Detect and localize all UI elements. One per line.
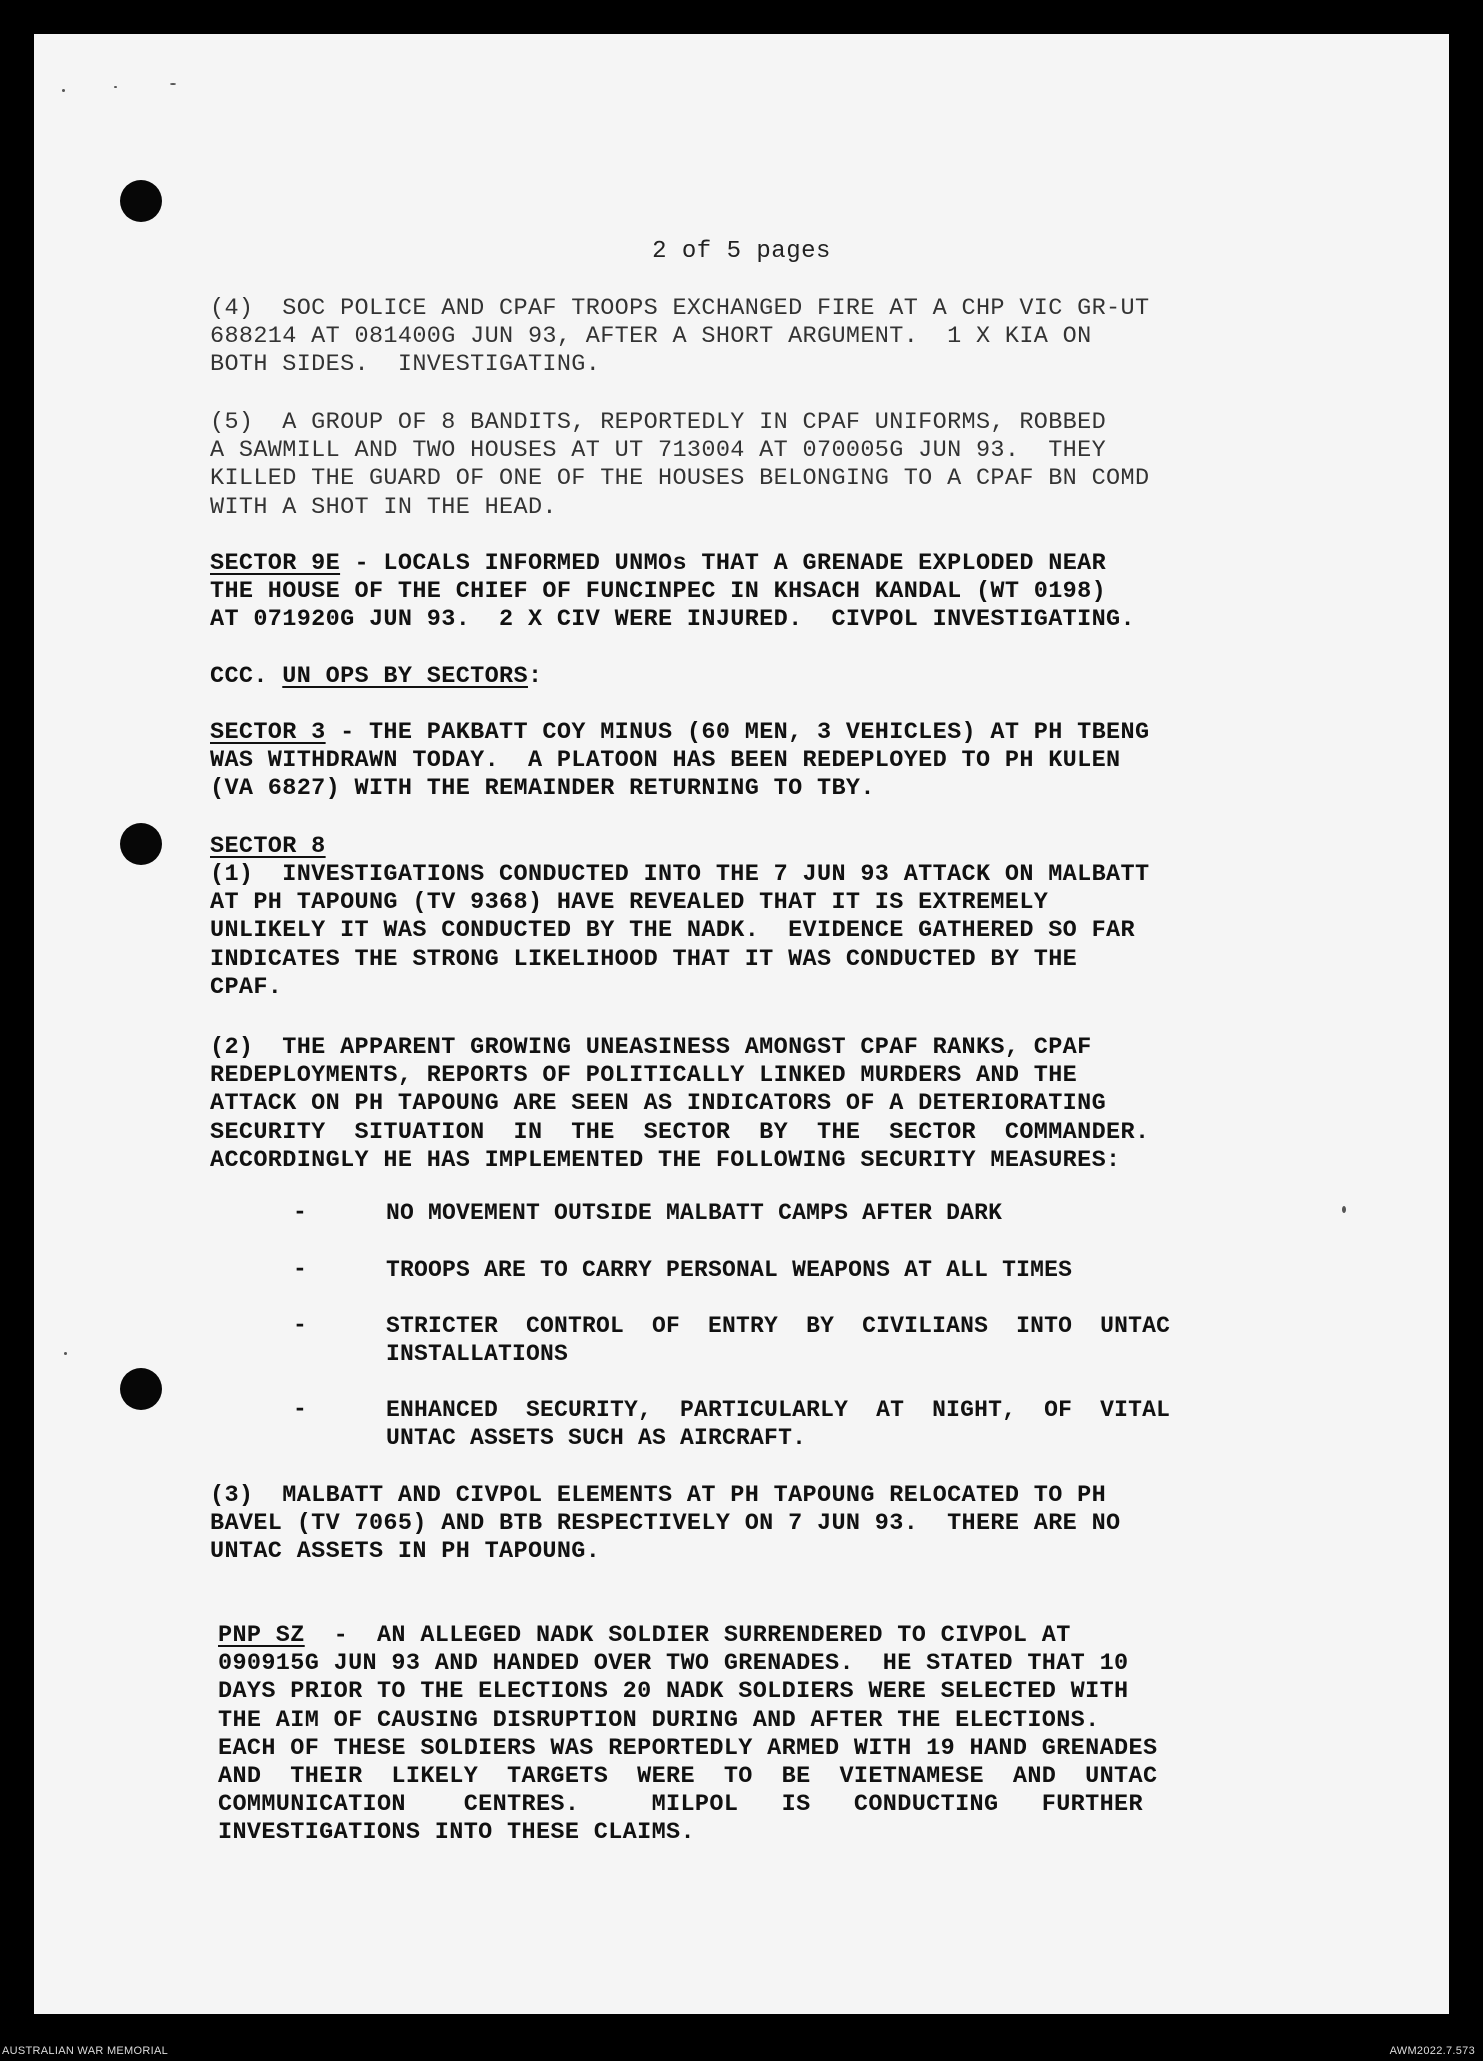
sector-3-heading: SECTOR 3 xyxy=(210,719,326,746)
sector-9e-rest: THE HOUSE OF THE CHIEF OF FUNCINPEC IN KHSACH KANDAL (WT 0198) AT 071920G JUN 93. 2 X CIV WERE INJURED. CIVPOL INVESTIGATING. xyxy=(210,578,1135,634)
sector-3-rest: WAS WITHDRAWN TODAY. A PLATOON HAS BEEN REDEPLOYED TO PH KULEN (VA 6827) WITH THE REMAINDER RETURNING TO TBY. xyxy=(210,747,1121,803)
ccc-suffix: : xyxy=(527,663,543,690)
pnp-sz-rest: 090915G JUN 93 AND HANDED OVER TWO GRENADES. HE STATED THAT 10 DAYS PRIOR TO THE ELECTIONS 20 NADK SOLDIERS WERE SELECTED WITH THE AIM OF CAUSING DISRUPTION DURING AND AFTER THE ELECTIONS. EACH OF THESE SOLDIERS WAS REPORTEDLY ARMED WITH 19 HAND GRENADES AND THEIR LIKELY TARGETS WERE TO BE VIETNAMESE AND UNTAC COMMUNICATION CENTRES. MILPOL IS CONDUCTING FURTHER INVESTIGATIONS INTO THESE CLAIMS. xyxy=(218,1650,1158,1847)
paragraph-4: (4) SOC POLICE AND CPAF TROOPS EXCHANGED FIRE AT A CHP VIC GR-UT 688214 AT 081400G JUN 93, AFTER A SHORT ARGUMENT. 1 X KIA ON BOTH SIDES. INVESTIGATING. xyxy=(210,295,1150,379)
sector-3-paragraph xyxy=(210,719,1322,804)
sector-8-heading-line xyxy=(210,833,1322,861)
ccc-prefix: CCC. xyxy=(210,663,283,690)
paper-speck xyxy=(62,89,65,92)
pnp-sz-heading: PNP SZ xyxy=(218,1622,305,1649)
document-page xyxy=(34,34,1449,2014)
bullet-item-4: ENHANCED SECURITY, PARTICULARLY AT NIGHT, OF VITAL UNTAC ASSETS SUCH AS AIRCRAFT. xyxy=(386,1397,1171,1451)
sector-9e-paragraph xyxy=(210,550,1322,635)
sector-8-paragraph-1: (1) INVESTIGATIONS CONDUCTED INTO THE 7 JUN 93 ATTACK ON MALBATT AT PH TAPOUNG (TV 9368) HAVE REVEALED THAT IT IS EXTREMELY UNLIKELY IT WAS CONDUCTED BY THE NADK. EVIDENCE GATHERED SO FAR INDICATES THE STRONG LIKELIHOOD THAT IT WAS CONDUCTED BY THE CPAF. xyxy=(210,861,1150,1001)
paper-speck xyxy=(170,83,176,85)
page-number: 2 of 5 pages xyxy=(652,238,831,265)
punch-hole-bottom xyxy=(120,1368,162,1410)
paragraph-5: (5) A GROUP OF 8 BANDITS, REPORTEDLY IN CPAF UNIFORMS, ROBBED A SAWMILL AND TWO HOUSES AT UT 713004 AT 070005G JUN 93. THEY KILLED THE GUARD OF ONE OF THE HOUSES BELONGING TO A CPAF BN COMD WITH A SHOT IN THE HEAD. xyxy=(210,409,1150,521)
ccc-heading-line xyxy=(210,663,1322,691)
ccc-heading: UN OPS BY SECTORS xyxy=(282,663,528,690)
bullet-marker-2: - xyxy=(293,1256,307,1282)
sector-3-line1: - THE PAKBATT COY MINUS (60 MEN, 3 VEHICLES) AT PH TBENG xyxy=(325,719,1150,746)
sector-8-heading: SECTOR 8 xyxy=(210,833,326,860)
bullet-item-3: STRICTER CONTROL OF ENTRY BY CIVILIANS INTO UNTAC INSTALLATIONS xyxy=(386,1313,1171,1367)
punch-hole-top xyxy=(120,180,162,222)
footer-accession-number: AWM2022.7.573 xyxy=(1389,2045,1475,2057)
paper-speck xyxy=(114,86,117,88)
bullet-marker-3: - xyxy=(293,1312,307,1338)
paper-speck xyxy=(1342,1206,1346,1213)
sector-9e-heading: SECTOR 9E xyxy=(210,550,341,577)
bullet-marker-1: - xyxy=(293,1199,307,1225)
pnp-sz-line1: - AN ALLEGED NADK SOLDIER SURRENDERED TO CIVPOL AT xyxy=(304,1622,1071,1649)
bullet-item-2: TROOPS ARE TO CARRY PERSONAL WEAPONS AT ALL TIMES xyxy=(386,1257,1073,1283)
paper-speck xyxy=(64,1352,67,1355)
pnp-sz-paragraph xyxy=(218,1622,1330,1848)
sector-8-paragraph-2: (2) THE APPARENT GROWING UNEASINESS AMONGST CPAF RANKS, CPAF REDEPLOYMENTS, REPORTS OF POLITICALLY LINKED MURDERS AND THE ATTACK ON PH TAPOUNG ARE SEEN AS INDICATORS OF A DETERIORATING SECURITY SITUATION IN THE SECTOR BY THE SECTOR COMMANDER. ACCORDINGLY HE HAS IMPLEMENTED THE FOLLOWING SECURITY MEASURES: xyxy=(210,1034,1150,1174)
punch-hole-middle xyxy=(120,823,162,865)
sector-9e-line1: - LOCALS INFORMED UNMOs THAT A GRENADE EXPLODED NEAR xyxy=(340,550,1107,577)
bullet-item-1: NO MOVEMENT OUTSIDE MALBATT CAMPS AFTER DARK xyxy=(386,1200,1003,1226)
sector-8-paragraph-3: (3) MALBATT AND CIVPOL ELEMENTS AT PH TAPOUNG RELOCATED TO PH BAVEL (TV 7065) AND BTB RESPECTIVELY ON 7 JUN 93. THERE ARE NO UNTAC ASSETS IN PH TAPOUNG. xyxy=(210,1482,1121,1566)
footer-institution: AUSTRALIAN WAR MEMORIAL xyxy=(2,2045,169,2057)
bullet-marker-4: - xyxy=(293,1396,307,1422)
